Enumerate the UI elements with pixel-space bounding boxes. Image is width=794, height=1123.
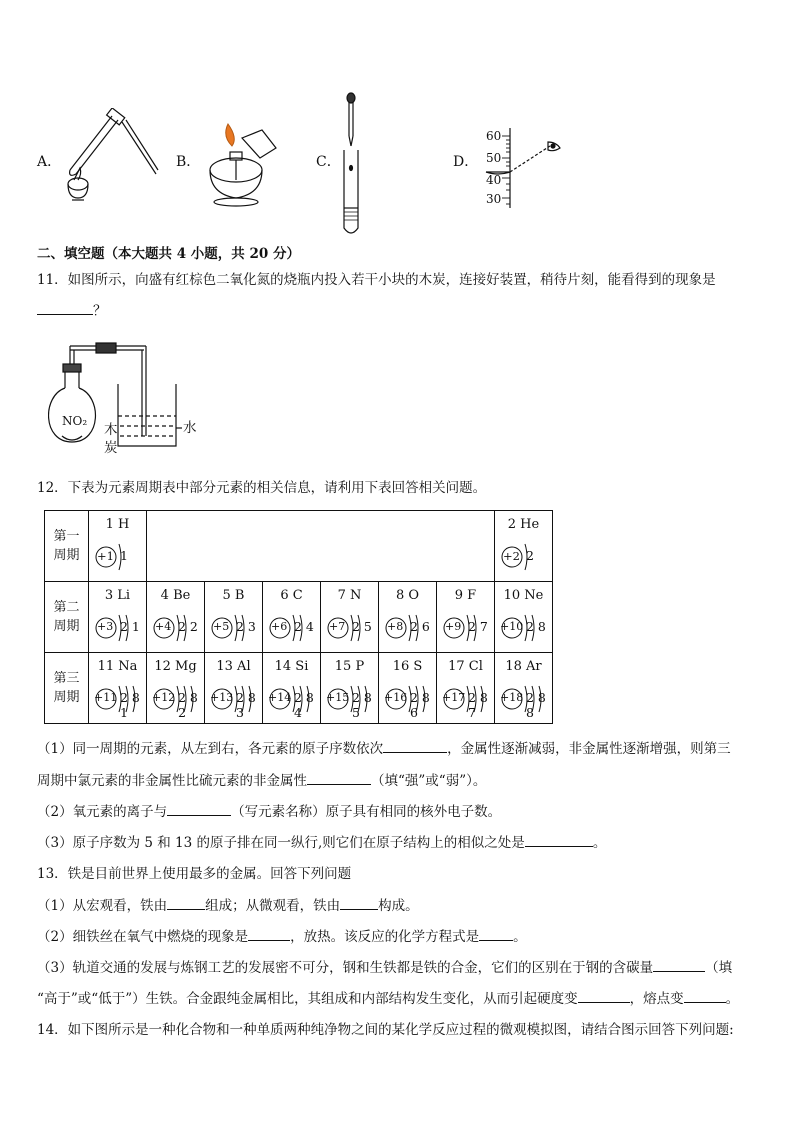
q12-blank-1[interactable] xyxy=(383,740,447,753)
empty-block xyxy=(147,511,495,582)
element-label: 15 P xyxy=(334,659,365,674)
period-2-header: 第二 周期 xyxy=(45,582,89,653)
electron-shells: 2 8 2 xyxy=(178,690,198,720)
electron-shells: 2 4 xyxy=(294,619,314,634)
element-cell xyxy=(263,653,321,724)
element-label: 12 Mg xyxy=(154,659,197,674)
element-label: 18 Ar xyxy=(505,659,542,674)
nucleus-charge: +2 xyxy=(503,549,520,563)
q13-blank-4[interactable] xyxy=(479,928,513,941)
nucleus-charge: +6 xyxy=(271,620,288,633)
q11-tail: ？ xyxy=(93,303,107,319)
electron-shells: 2 xyxy=(526,548,534,563)
element-label: 10 Ne xyxy=(503,588,544,603)
element-label: 11 Na xyxy=(97,659,138,674)
q13-sub3-line2: “高于”或“低于”）生铁。合金跟纯金属相比，其组成和内部结构发生变化，从而引起硬度变 ，熔点变 。 xyxy=(37,991,740,1007)
element-label: 4 Be xyxy=(160,588,191,603)
alcohol-lamp-image xyxy=(198,118,288,210)
no2-label: NO₂ xyxy=(62,414,88,428)
q13-sub3-line1: （3）轨道交通的发展与炼钢工艺的发展密不可分，钢和生铁都是铁的合金，它们的区别在于钢的含碳量 （填 xyxy=(37,960,733,976)
element-cell xyxy=(263,582,321,653)
electron-shells: 1 xyxy=(120,548,128,563)
element-label: 6 C xyxy=(280,588,303,603)
element-cell xyxy=(205,582,263,653)
cylinder-tick-50: 50 xyxy=(486,151,502,165)
q12-sub1-line2: 周期中氯元素的非金属性比硫元素的非金属性 （填“强”或“弱”）。 xyxy=(37,773,487,789)
nucleus-charge: +10 xyxy=(500,620,524,633)
no2-flask-apparatus-image xyxy=(48,336,208,456)
nucleus-charge: +16 xyxy=(384,691,408,704)
electron-shells: 2 1 xyxy=(120,619,140,634)
electron-shells: 2 7 xyxy=(468,619,488,634)
electron-shells: 2 3 xyxy=(236,619,256,634)
q12-blank-4[interactable] xyxy=(525,834,593,847)
q12-blank-2[interactable] xyxy=(307,772,371,785)
nucleus-charge: +12 xyxy=(152,691,176,704)
q14-text: 14．如下图所示是一种化合物和一种单质两种纯净物之间的某化学反应过程的微观模拟图，请结合图示回答下列问题: xyxy=(37,1022,734,1038)
q12-text: 12．下表为元素周期表中部分元素的相关信息，请利用下表回答相关问题。 xyxy=(37,480,487,496)
nucleus-charge: +17 xyxy=(442,691,466,704)
element-cell xyxy=(147,582,205,653)
element-cell xyxy=(495,653,553,724)
cylinder-tick-60: 60 xyxy=(486,129,502,143)
nucleus-charge: +5 xyxy=(213,620,230,633)
option-d-label: D． xyxy=(453,154,479,170)
electron-shells: 2 8 xyxy=(526,619,546,634)
element-cell xyxy=(379,582,437,653)
element-label: 2 He xyxy=(507,517,540,532)
electron-shells: 2 8 7 xyxy=(468,690,488,720)
q12-sub3: （3）原子序数为 5 和 13 的原子排在同一纵行,则它们在原子结构上的相似之处是 。 xyxy=(37,835,607,851)
element-label: 16 S xyxy=(392,659,423,674)
nucleus-charge: +18 xyxy=(500,691,524,704)
charcoal-label-2: 炭 xyxy=(104,440,118,456)
element-label: 3 Li xyxy=(104,588,131,603)
nucleus-charge: +13 xyxy=(210,691,234,704)
nucleus-charge: +15 xyxy=(326,691,350,704)
option-a-label: A． xyxy=(37,154,62,170)
q12-sub2: （2）氧元素的离子与 （写元素名称）原子具有相同的核外电子数。 xyxy=(37,804,502,820)
nucleus-charge: +9 xyxy=(445,620,462,633)
periodic-table xyxy=(44,510,553,724)
period-3-row xyxy=(45,653,553,724)
element-cell xyxy=(89,582,147,653)
element-cell xyxy=(437,653,495,724)
element-cell xyxy=(495,582,553,653)
element-label: 13 Al xyxy=(216,659,251,674)
element-label: 9 F xyxy=(454,588,477,603)
nucleus-charge: +3 xyxy=(97,620,114,633)
electron-shells: 2 8 3 xyxy=(236,690,256,720)
cylinder-tick-30: 30 xyxy=(486,192,502,206)
option-b-label: B． xyxy=(176,154,201,170)
charcoal-label-1: 木 xyxy=(104,422,118,438)
element-cell xyxy=(321,653,379,724)
water-label: 水 xyxy=(183,420,197,436)
element-cell-he xyxy=(495,511,553,582)
electron-shells: 2 8 8 xyxy=(526,690,546,720)
period-1-header: 第一 周期 xyxy=(45,511,89,582)
element-cell xyxy=(89,653,147,724)
q13-blank-3[interactable] xyxy=(248,928,290,941)
element-label: 5 B xyxy=(222,588,245,603)
dropper-test-tube-image xyxy=(336,92,366,238)
q13-blank-7[interactable] xyxy=(684,990,726,1003)
element-cell xyxy=(379,653,437,724)
electron-shells: 2 8 5 xyxy=(352,690,372,720)
q11-blank[interactable] xyxy=(37,302,93,315)
element-cell xyxy=(437,582,495,653)
nucleus-charge: +14 xyxy=(268,691,292,704)
nucleus-charge: +8 xyxy=(387,620,404,633)
element-label: 8 O xyxy=(395,588,420,603)
element-cell-h xyxy=(89,511,147,582)
section-heading: 二、填空题（本大题共 4 小题，共 20 分） xyxy=(37,246,300,262)
q13-blank-1[interactable] xyxy=(167,897,205,910)
element-label: 14 Si xyxy=(274,659,309,674)
cylinder-tick-40: 40 xyxy=(486,173,502,187)
q13-sub1: （1）从宏观看，铁由 组成；从微观看，铁由 构成。 xyxy=(37,898,419,914)
element-label: 17 Cl xyxy=(448,659,483,674)
element-label: 7 N xyxy=(337,588,362,603)
option-c-label: C． xyxy=(316,154,341,170)
element-cell xyxy=(321,582,379,653)
electron-shells: 2 6 xyxy=(410,619,430,634)
q12-sub1-line1: （1）同一周期的元素，从左到右，各元素的原子序数依次 ，金属性逐渐减弱，非金属性逐渐增强，则第三 xyxy=(37,741,731,757)
q13-sub2: （2）细铁丝在氧气中燃烧的现象是 ，放热。该反应的化学方程式是 。 xyxy=(37,929,527,945)
electron-shells: 2 8 1 xyxy=(120,690,140,720)
period-2-row xyxy=(45,582,553,653)
electron-shells: 2 2 xyxy=(178,619,198,634)
q13-blank-6[interactable] xyxy=(578,990,630,1003)
q12-blank-3[interactable] xyxy=(167,803,231,816)
electron-shells: 2 8 4 xyxy=(294,690,314,720)
electron-shells: 2 5 xyxy=(352,619,372,634)
element-label: 1 H xyxy=(105,517,130,532)
nucleus-charge: +1 xyxy=(97,549,114,563)
nucleus-charge: +7 xyxy=(329,620,346,633)
nucleus-charge: +11 xyxy=(94,691,118,704)
electron-shells: 2 8 6 xyxy=(410,690,430,720)
element-cell xyxy=(205,653,263,724)
nucleus-charge: +4 xyxy=(155,620,172,633)
q13-blank-2[interactable] xyxy=(340,897,378,910)
q11-answer-line xyxy=(37,302,107,320)
test-tube-heating-image xyxy=(60,108,160,208)
q13-text: 13．铁是目前世界上使用最多的金属。回答下列问题 xyxy=(37,866,352,882)
q13-blank-5[interactable] xyxy=(653,959,705,972)
period-3-header: 第三 周期 xyxy=(45,653,89,724)
q11-text: 11．如图所示，向盛有红棕色二氧化氮的烧瓶内投入若干小块的木炭，连接好装置，稍待片刻，能看得到的现象是 xyxy=(37,272,716,288)
element-cell xyxy=(147,653,205,724)
